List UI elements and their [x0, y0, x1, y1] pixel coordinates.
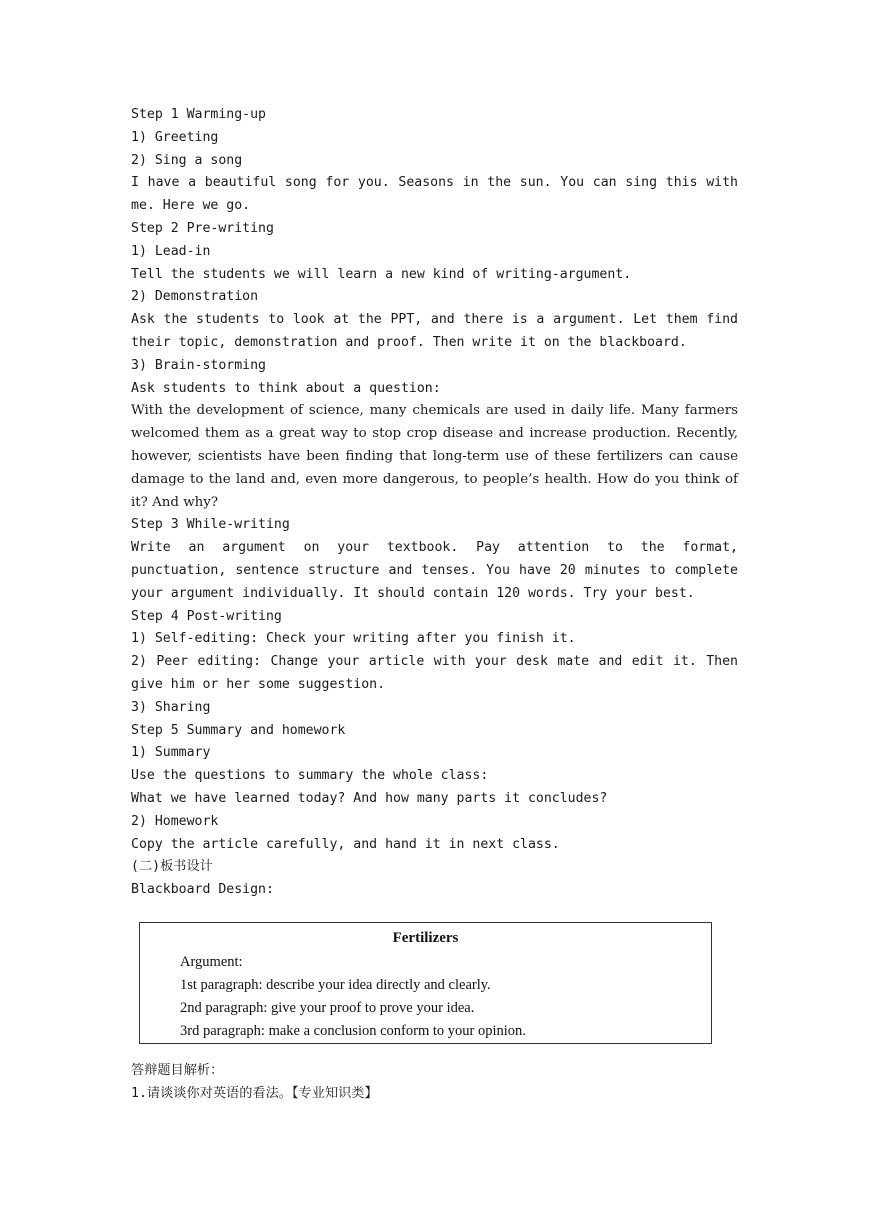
sing-song-item: 2) Sing a song — [131, 152, 243, 168]
board-heading-cn: (二)板书设计 — [131, 859, 213, 875]
step-2-heading: Step 2 Pre-writing — [131, 220, 274, 236]
demonstration-text: Ask the students to look at the PPT, and there is a argument. Let them find their topic, demonstration and proof. Then write it on the blackboard. — [131, 312, 738, 350]
step-3-text: Write an argument on your textbook. Pay attention to the format, punctuation, sentence structure and tenses. You have 20 minutes to complete your argument individually. It should contain 120 words. Try your best. — [131, 540, 738, 601]
peer-editing-item: 2) Peer editing: Change your article with your desk mate and edit it. Then give him or her some suggestion. — [131, 654, 738, 692]
brain-storming-item: 3) Brain-storming — [131, 357, 266, 373]
step-3-heading: Step 3 While-writing — [131, 517, 290, 533]
question-1: 1.请谈谈你对英语的看法。【专业知识类】 — [131, 1085, 378, 1101]
analysis-heading: 答辩题目解析： — [131, 1063, 224, 1078]
lesson-plan-body — [131, 104, 738, 902]
board-line-paragraph-3: 3rd paragraph: make a conclusion conform to your opinion. — [180, 1023, 526, 1039]
blackboard-design-box — [139, 922, 712, 1044]
step-5-heading: Step 5 Summary and homework — [131, 722, 346, 738]
board-line-paragraph-2: 2nd paragraph: give your proof to prove your idea. — [180, 1000, 475, 1016]
homework-item: 2) Homework — [131, 813, 219, 829]
board-title: Fertilizers — [392, 930, 459, 946]
sharing-item: 3) Sharing — [131, 699, 211, 715]
question-paragraph: With the development of science, many chemicals are used in daily life. Many farmers welcomed them as a great way to stop crop disease and increase production. Recently, however, scientists have been finding that long-term use of these fertilizers can cause damage to the land and, even more dangerous, to people’s health. How do you think of it? And why? — [131, 403, 738, 510]
step-1-heading: Step 1 Warming-up — [131, 107, 266, 122]
analysis-section — [131, 1060, 738, 1106]
greeting-item: 1) Greeting — [131, 129, 219, 145]
board-heading-en: Blackboard Design: — [131, 882, 274, 898]
self-editing-item: 1) Self-editing: Check your writing after you finish it. — [131, 631, 576, 647]
board-line-paragraph-1: 1st paragraph: describe your idea directly and clearly. — [180, 977, 491, 993]
brain-storming-text: Ask students to think about a question: — [131, 380, 441, 396]
lead-in-text: Tell the students we will learn a new kind of writing-argument. — [131, 266, 632, 282]
summary-question: What we have learned today? And how many parts it concludes? — [131, 790, 608, 806]
board-line-argument: Argument: — [180, 954, 243, 970]
summary-item: 1) Summary — [131, 745, 211, 761]
demonstration-item: 2) Demonstration — [131, 289, 259, 305]
homework-text: Copy the article carefully, and hand it in next class. — [131, 836, 560, 852]
lead-in-item: 1) Lead-in — [131, 243, 211, 259]
song-paragraph: I have a beautiful song for you. Seasons in the sun. You can sing this with me. Here we go. — [131, 175, 738, 214]
summary-text: Use the questions to summary the whole class: — [131, 768, 489, 784]
step-4-heading: Step 4 Post-writing — [131, 608, 282, 624]
